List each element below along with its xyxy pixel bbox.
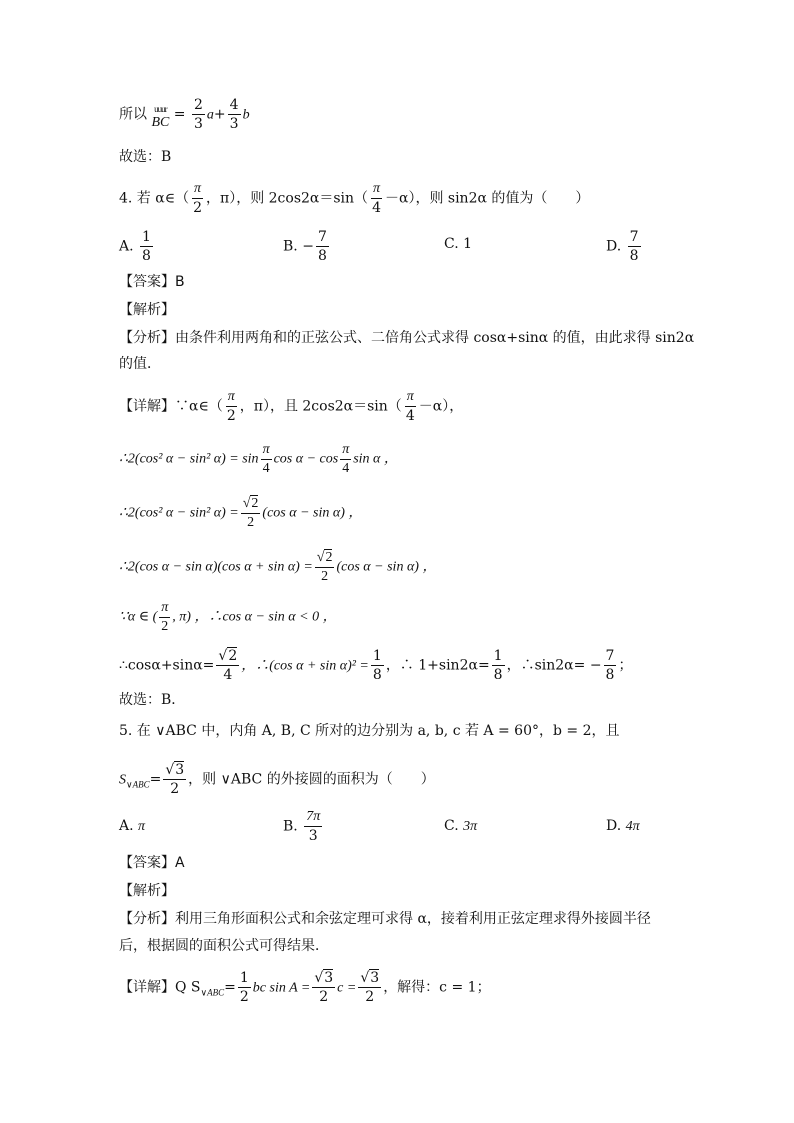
vector-a: a bbox=[206, 107, 214, 123]
vector-b: b bbox=[242, 107, 250, 123]
choose-answer-3: 故选：B bbox=[119, 149, 172, 165]
detail-4-step1: ∴2(cos² α − sin² α) = sin $\frac{\pi}{4}$ cos α − cos $\frac{\pi}{4}$ sin α ， bbox=[119, 442, 398, 476]
prefix-text: 所以 bbox=[119, 106, 147, 123]
detail-4-step3: ∴2(cos α − sin α)(cos α + sin α) = $\frac{√2}{2}$ (cos α − sin α) ， bbox=[119, 550, 437, 584]
fraction-four-thirds: $\frac{4}{3}$ bbox=[229, 97, 239, 132]
vector-bc bbox=[151, 105, 169, 133]
q5-option-d: D. 4π bbox=[606, 818, 640, 834]
analysis-4-line1: 【分析】由条件利用两角和的正弦公式、二倍角公式求得 cosα+sinα 的值，由此求得 sin2α bbox=[119, 330, 695, 346]
detail-4-step2: ∴2(cos² α − sin² α) = $\frac{√2}{2}$ (cos α − sin α) ， bbox=[119, 496, 363, 530]
analysis-5-line2: 后，根据圆的面积公式可得结果． bbox=[119, 938, 329, 954]
q4-option-a: A. $\frac{1}{8}$ bbox=[119, 229, 151, 264]
question-5-stem-line1: 5. 在 ∨ABC 中，内角 A, B, C 所对的边分别为 a, b, c 若 A = 60°，b = 2，且 bbox=[119, 723, 620, 739]
analysis-4-line2: 的值． bbox=[119, 356, 161, 372]
detail-5-line1: 【详解】Q $S_{\vee ABC}=$ $\frac{1}{2}$ bc sin A = $\frac{√3}{2}$ c = $\frac{√3}{2}$ ，解得：c = 1； bbox=[119, 970, 491, 1005]
q4-option-d: D. $\frac{7}{8}$ bbox=[606, 229, 639, 264]
q5-option-b: B. $\frac{7\pi}{3}$ bbox=[283, 809, 321, 844]
analysis-header-4: 【解析】 bbox=[119, 302, 175, 318]
detail-4-step5: ∴cosα+sinα= $\frac{√2}{4}$ ，∴(cos α + sin α)² = $\frac{1}{8}$ ，∴ 1+sin2α= $\frac{1}{8}$ ，∴sin2α= − $\frac{7}{8}$ ； bbox=[119, 648, 633, 683]
vector-arrow: uuur bbox=[154, 104, 167, 114]
q5-option-c: C. 3π bbox=[444, 818, 478, 834]
question-4-stem: 4. 若 α∈（ $\frac{\pi}{2}$ ，π），则 2cos2α＝sin（ $\frac{\pi}{4}$ －α），则 sin2α 的值为（ ） bbox=[119, 181, 590, 216]
analysis-header-5: 【解析】 bbox=[119, 883, 175, 899]
q4-option-c: C. 1 bbox=[444, 236, 473, 252]
answer-5: 【答案】A bbox=[119, 855, 185, 871]
choose-answer-4: 故选：B． bbox=[119, 692, 186, 708]
detail-4-line1: 【详解】∵α∈（ $\frac{\pi}{2}$ ，π），且 2cos2α＝sin（ $\frac{\pi}{4}$ －α）， bbox=[119, 389, 464, 424]
fraction-two-thirds: $\frac{2}{3}$ bbox=[193, 97, 203, 132]
analysis-5-line1: 【分析】利用三角形面积公式和余弦定理可求得 α，接着利用正弦定理求得外接圆半径 bbox=[119, 911, 651, 927]
detail-4-step4: ∵α ∈ ( $\frac{\pi}{2}$ , π) ，∴cos α − sin α < 0 ， bbox=[119, 600, 337, 634]
vector-conclusion-line: 所以 uuur BC = $\frac{2}{3}$ a+ $\frac{4}{3}$ b bbox=[119, 97, 250, 132]
q5-option-a: A. π bbox=[119, 818, 146, 834]
answer-4: 【答案】B bbox=[119, 274, 185, 290]
vector-label: BC bbox=[151, 115, 170, 130]
question-5-stem-line2: $S_{\vee ABC}=$ $\frac{√3}{2}$ ，则 ∨ABC 的外接圆的面积为（ ） bbox=[119, 762, 435, 797]
q4-option-b: B. − $\frac{7}{8}$ bbox=[283, 229, 327, 264]
